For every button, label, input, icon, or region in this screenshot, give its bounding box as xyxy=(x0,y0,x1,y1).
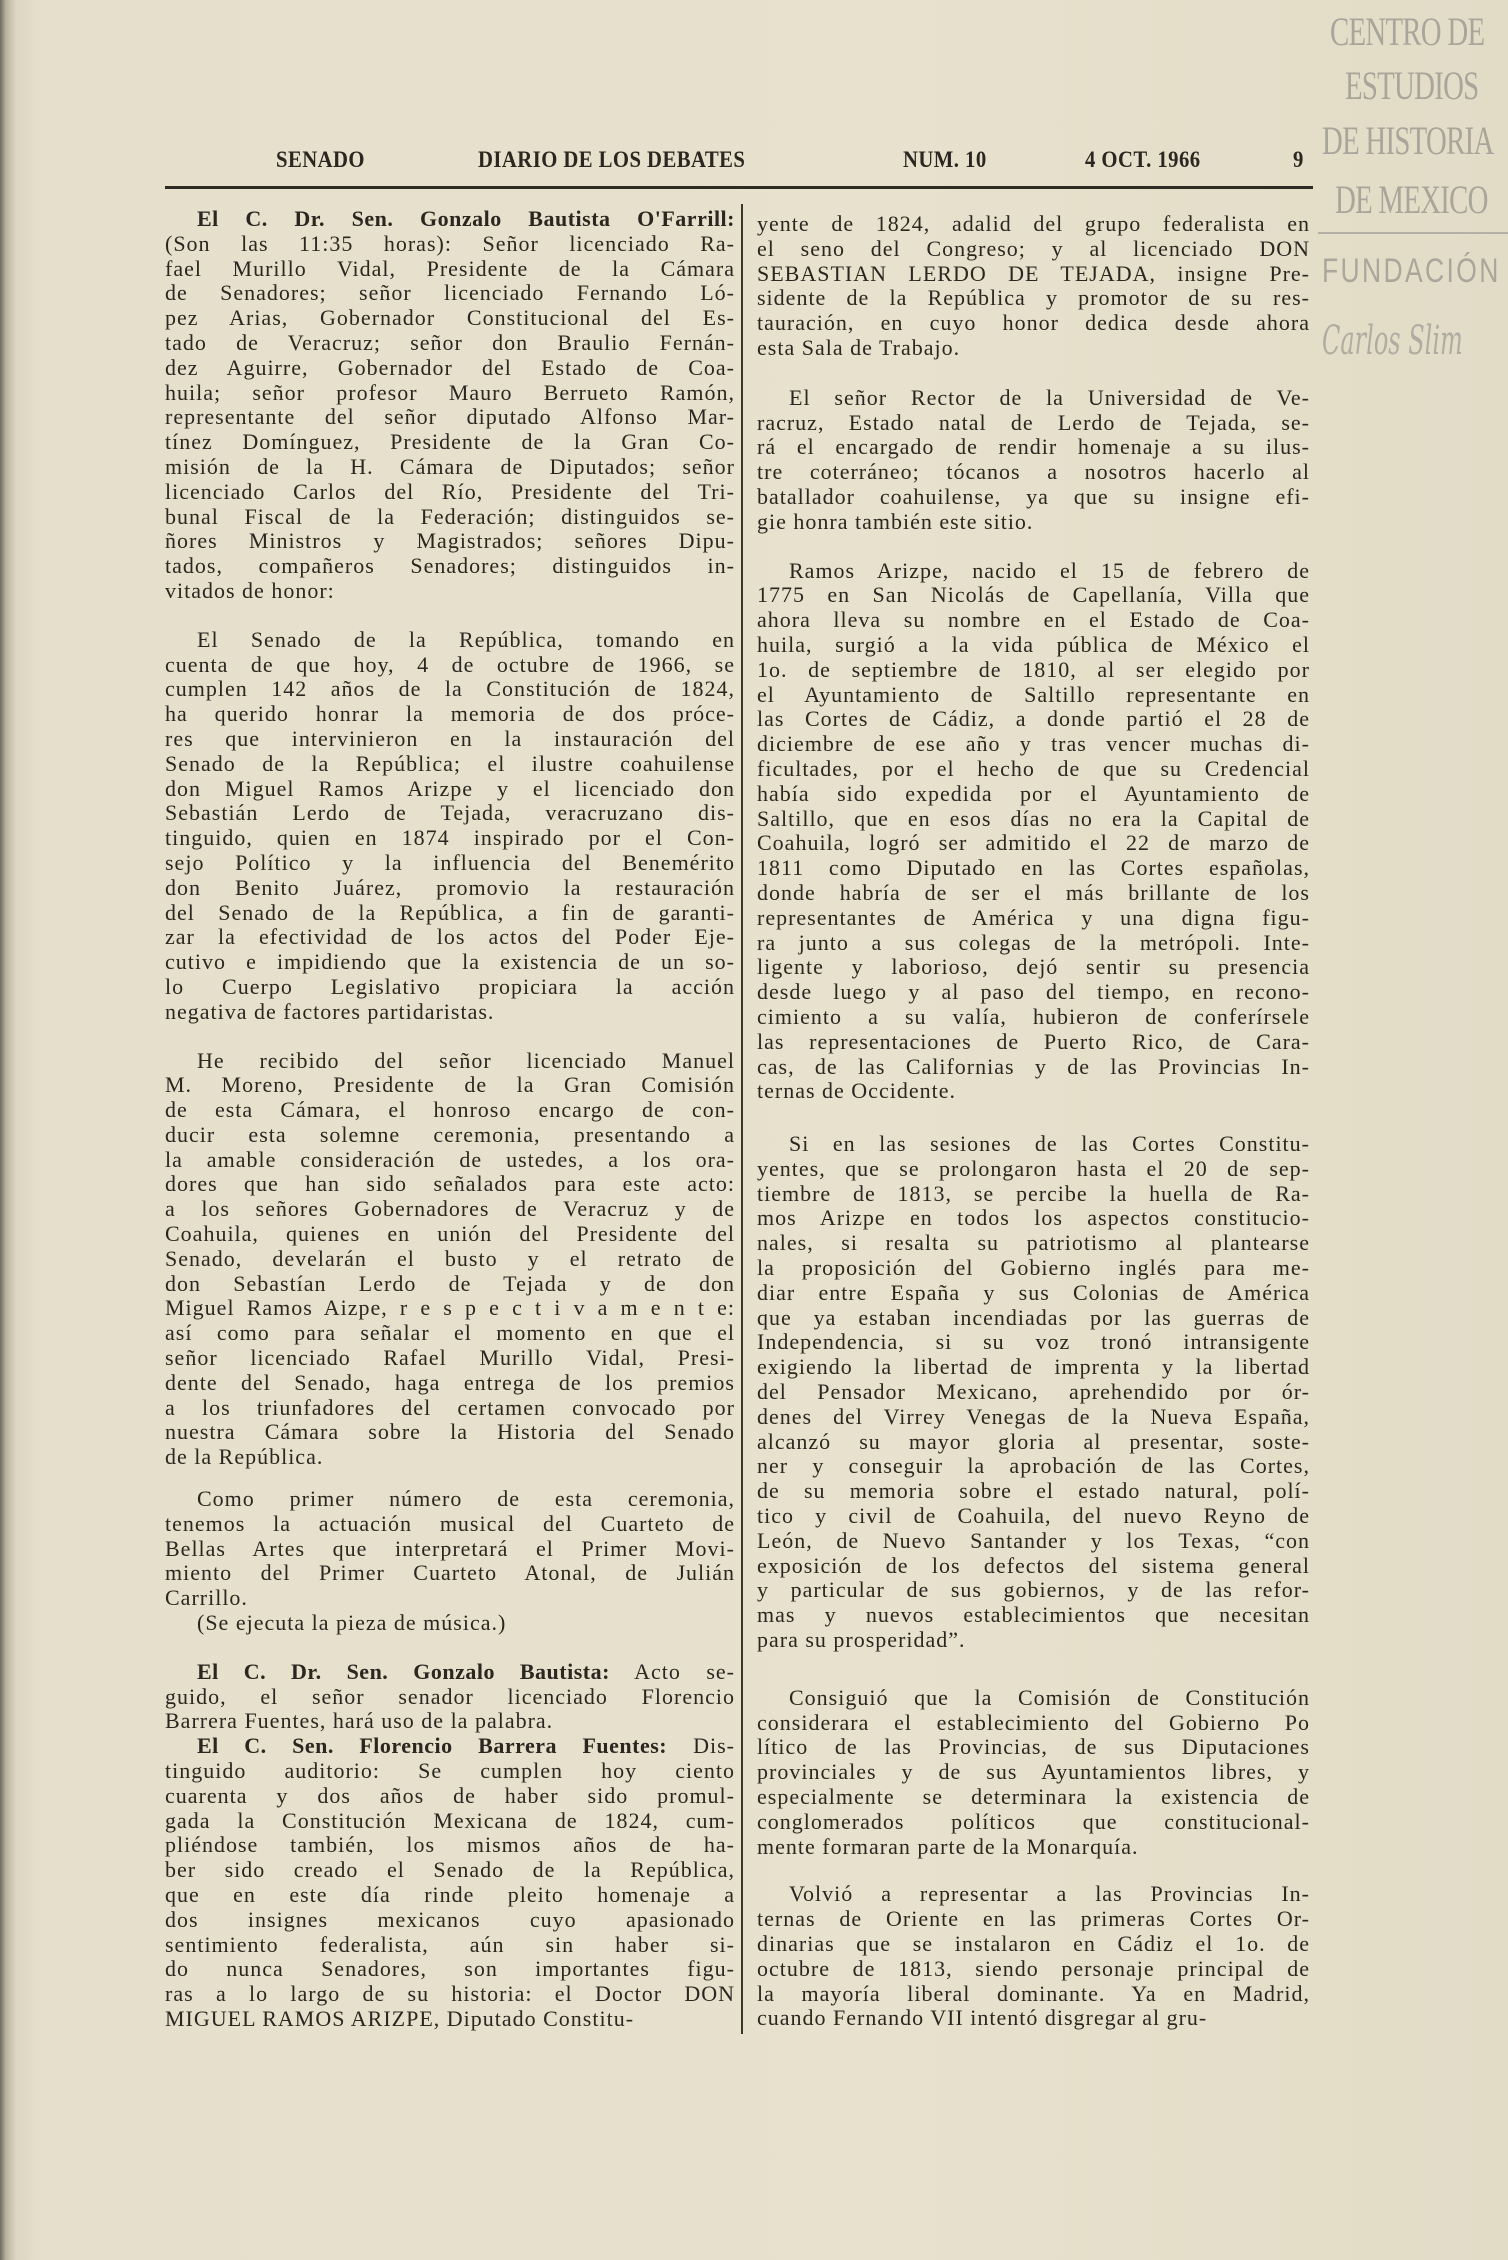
text-line: pliéndose también, los mismos años de ha- xyxy=(165,1832,735,1858)
text-line: cas, de las Californias y de las Provincias In- xyxy=(757,1053,1310,1079)
text-line: donde habría de ser el más brillante de los xyxy=(757,879,1310,905)
text-line: a los señores Gobernadores de Veracruz y de xyxy=(165,1196,735,1222)
text-line: cuando Fernando VII intentó disgregar al gru- xyxy=(757,2005,1208,2031)
watermark-divider xyxy=(1318,232,1508,234)
text-line: Sebastián Lerdo de Tejada, veracruzano dis- xyxy=(165,800,735,826)
text-line: Barrera Fuentes, hará uso de la palabra. xyxy=(165,1708,554,1734)
text-line: ternas de Oriente en las primeras Cortes Or- xyxy=(757,1906,1310,1932)
text-line: dos insignes mexicanos cuyo apasionado xyxy=(165,1906,735,1932)
text-line: Coahuila, logró ser admitido el 22 de marzo de xyxy=(757,830,1310,856)
text-line: tados, compañeros Senadores; distinguidos in- xyxy=(165,553,735,579)
text-line: 1775 en San Nicolás de Capellanía, Villa que xyxy=(757,582,1310,608)
text-line: cutivo e impidiendo que la existencia de un so- xyxy=(165,949,735,975)
text-line: sentimiento federalista, aún sin haber si- xyxy=(165,1931,735,1957)
text-line: do nunca Senadores, son importantes figu- xyxy=(165,1956,735,1982)
text-line: dinarias que se instalaron en Cádiz el 1o. de xyxy=(757,1931,1310,1956)
text-line: alcanzó su mayor gloria al presentar, soste- xyxy=(757,1428,1310,1454)
text-line: que ya estaban incendiadas por las guerras de xyxy=(757,1304,1310,1330)
paragraph xyxy=(757,1686,1310,1860)
text-line: ha querido honrar la memoria de dos próce- xyxy=(165,701,735,727)
text-line: El Senado de la República, tomando en xyxy=(197,626,735,652)
text-line: diar entre España y sus Colonias de América xyxy=(757,1279,1310,1305)
text-line: ra junto a sus colegas de la metrópoli. Inte- xyxy=(757,929,1310,955)
text-line: (Son las 11:35 horas): Señor licenciado Ra- xyxy=(165,230,735,256)
text-line: Saltillo, que en esos días no era la Capital de xyxy=(757,805,1310,831)
text-line: licenciado Carlos del Río, Presidente del Tri- xyxy=(165,478,735,504)
text-line: nuestra Cámara sobre la Historia del Senado xyxy=(165,1419,735,1445)
text-line: León, de Nuevo Santander y los Texas, “con xyxy=(757,1527,1310,1553)
text-line: pez Arias, Gobernador Constitucional del Es- xyxy=(165,305,735,331)
text-line: había sido expedida por el Ayuntamiento de xyxy=(757,780,1310,806)
text-line: tre coterráneo; tócanos a nosotros hacerlo al xyxy=(757,459,1310,485)
text-line: Consiguió que la Comisión de Constitución xyxy=(789,1684,1310,1710)
text-line: representantes de América y una digna figu- xyxy=(757,904,1310,930)
text-line: el Ayuntamiento de Saltillo representante en xyxy=(757,681,1310,707)
text-line: 1811 como Diputado en las Cortes españolas, xyxy=(757,855,1310,881)
text-line: ras a lo largo de su historia: el Doctor DON xyxy=(165,1981,735,2007)
text-line: guido, el señor senador licenciado Florencio xyxy=(165,1683,735,1709)
text-line xyxy=(165,1734,735,1759)
left-column xyxy=(165,207,735,2032)
text-line: racruz, Estado natal de Lerdo de Tejada, se- xyxy=(757,409,1310,435)
text-line: Ramos Arizpe, nacido el 15 de febrero de xyxy=(789,557,1310,583)
text-line: He recibido del señor licenciado Manuel xyxy=(197,1047,735,1073)
text-line: yentes, que se prolongaron hasta el 20 de sep- xyxy=(757,1155,1310,1181)
text-line: tico y civil de Coahuila, del nuevo Reyno de xyxy=(757,1503,1310,1529)
text-line: vitados de honor: xyxy=(165,577,335,603)
text-line: las Cortes de Cádiz, a donde partió el 28 de xyxy=(757,706,1310,732)
text-line: lítico de las Provincias, de sus Diputaciones xyxy=(757,1734,1310,1760)
paragraph xyxy=(757,212,1310,361)
text-line: ternas de Occidente. xyxy=(757,1078,956,1104)
text-line: para su prosperidad”. xyxy=(757,1627,966,1653)
text-line: ducir esta solemne ceremonia, presentando a xyxy=(165,1121,735,1147)
paragraph xyxy=(165,1487,735,1611)
text-line: así como para señalar el momento en que el xyxy=(165,1320,735,1346)
watermark-line: CENTRO DE xyxy=(1330,9,1485,54)
text-line: dores que han sido señalados para este acto: xyxy=(165,1171,735,1197)
text-line: exigiendo la libertad de imprenta y la libertad xyxy=(757,1354,1310,1380)
text-line: 1o. de septiembre de 1810, al ser elegido por xyxy=(757,656,1310,682)
paragraph xyxy=(165,1734,735,2032)
text-line: M. Moreno, Presidente de la Gran Comisión xyxy=(165,1072,735,1098)
text-line xyxy=(165,1660,735,1685)
text-line: gada la Constitución Mexicana de 1824, cum- xyxy=(165,1807,735,1833)
line-text: Dis- xyxy=(693,1733,735,1759)
text-line: Si en las sesiones de las Cortes Constitu- xyxy=(789,1131,1310,1157)
text-line: (Se ejecuta la pieza de música.) xyxy=(197,1610,507,1636)
text-line: MIGUEL RAMOS ARIZPE, Diputado Constitu- xyxy=(165,2005,635,2031)
text-line: conglomerados políticos que constitucional- xyxy=(757,1808,1310,1834)
paragraph xyxy=(165,1049,735,1471)
text-line: Bellas Artes que interpretará el Primer Movi- xyxy=(165,1535,735,1561)
text-line: de Senadores; señor licenciado Fernando Ló- xyxy=(165,280,735,306)
header-section: SENADO xyxy=(276,147,365,172)
text-line: mente formaran parte de la Monarquía. xyxy=(757,1833,1139,1859)
text-line: de esta Cámara, el honroso encargo de con- xyxy=(165,1097,735,1123)
text-line: a los triunfadores del certamen convocado por xyxy=(165,1394,735,1420)
text-line: la amable consideración de ustedes, a los ora- xyxy=(165,1146,735,1172)
text-line: Miguel Ramos Aizpe, r e s p e c t i v a m e n t e: xyxy=(165,1295,735,1321)
paragraph xyxy=(757,1132,1310,1653)
text-line: ñores Ministros y Magistrados; señores Dipu- xyxy=(165,528,735,554)
text-line: negativa de factores partidaristas. xyxy=(165,998,495,1024)
text-line: ligente y laborioso, dejó sentir su presencia xyxy=(757,954,1310,980)
text-line: sidente de la República y promotor de su res- xyxy=(757,285,1310,311)
line-text: Acto se- xyxy=(634,1658,735,1684)
right-column xyxy=(757,207,1310,2031)
text-line: cuenta de que hoy, 4 de octubre de 1966, se xyxy=(165,651,735,677)
text-line: la proposición del Gobierno inglés para me- xyxy=(757,1255,1310,1281)
text-line: miento del Primer Cuarteto Atonal, de Julián xyxy=(165,1560,735,1586)
text-line: rá el encargado de rendir homenaje a su ilus- xyxy=(757,434,1310,460)
text-line: don Benito Juárez, promovio la restauración xyxy=(165,874,735,900)
paragraph xyxy=(165,1611,735,1636)
text-line: del Senado de la República, a fin de garanti- xyxy=(165,899,735,925)
paragraph xyxy=(165,628,735,1025)
header-number: NUM. 10 xyxy=(903,147,987,172)
text-line: huila, surgió a la vida pública de México el xyxy=(757,631,1310,657)
text-line: zar la efectividad de los actos del Poder Eje- xyxy=(165,924,735,950)
text-line: provinciales y de sus Ayuntamientos libres, y xyxy=(757,1759,1310,1785)
text-line: y particular de sus gobiernos, y de las refor- xyxy=(757,1577,1310,1603)
text-line: de su memoria sobre el estado natural, polí- xyxy=(757,1478,1310,1504)
text-line: esta Sala de Trabajo. xyxy=(757,334,961,360)
text-line: ahora lleva su nombre en el Estado de Coa- xyxy=(757,607,1310,633)
text-line: Carrillo. xyxy=(165,1585,248,1611)
text-line: cuarenta y dos años de haber sido promul- xyxy=(165,1782,735,1808)
header-rule xyxy=(165,186,1313,189)
text-line: cumplen 142 años de la Constitución de 1824, xyxy=(165,676,735,702)
watermark-line: DE HISTORIA xyxy=(1322,118,1494,163)
header-date: 4 OCT. 1966 xyxy=(1085,147,1201,172)
text-line: especialmente se determinara la existencia de xyxy=(757,1784,1310,1810)
text-line: tado de Veracruz; señor don Braulio Fernán- xyxy=(165,329,735,355)
text-line: mas y nuevos establecimientos que necesitan xyxy=(757,1602,1310,1628)
text-line: considerara el establecimiento del Gobierno Po xyxy=(757,1709,1310,1735)
text-line: Volvió a representar a las Provincias In- xyxy=(789,1881,1310,1907)
text-line: sejo Político y la influencia del Benemérito xyxy=(165,849,735,875)
text-line: octubre de 1813, siendo personaje principal de xyxy=(757,1955,1310,1981)
text-line: dez Aguirre, Gobernador del Estado de Coa- xyxy=(165,354,735,380)
text-line: Senado, develarán el busto y el retrato de xyxy=(165,1245,735,1271)
speaker-name: El C. Dr. Sen. Gonzalo Bautista O'Farrill: xyxy=(197,206,735,231)
text-line: tenemos la actuación musical del Cuarteto de xyxy=(165,1510,735,1536)
text-line: Senado de la República; el ilustre coahuilense xyxy=(165,750,735,776)
text-line: Coahuila, quienes en unión del Presidente del xyxy=(165,1221,735,1247)
text-line: res que intervinieron en la instauración del xyxy=(165,725,735,751)
text-line: que en este día rinde pleito homenaje a xyxy=(165,1882,735,1907)
text-line: Como primer número de esta ceremonia, xyxy=(197,1486,735,1512)
speaker-line xyxy=(165,207,735,232)
page-number: 9 xyxy=(1293,147,1304,172)
text-line: de la República. xyxy=(165,1444,324,1470)
text-line: desde luego y al paso del tiempo, en recono- xyxy=(757,979,1310,1005)
text-line: tínez Domínguez, Presidente de la Gran Co- xyxy=(165,429,735,455)
text-line: El señor Rector de la Universidad de Ve- xyxy=(789,384,1310,410)
column-divider xyxy=(741,204,743,2034)
watermark-foundation: FUNDACIÓN xyxy=(1322,252,1501,290)
text-line: don Sebastían Lerdo de Tejada y de don xyxy=(165,1270,735,1296)
text-line: SEBASTIAN LERDO DE TEJADA, insigne Pre- xyxy=(757,260,1310,286)
text-line: gie honra también este sitio. xyxy=(757,508,1034,534)
text-line: bunal Fiscal de la Federación; distinguidos se- xyxy=(165,503,735,529)
text-line: diciembre de ese año y tras vencer muchas di- xyxy=(757,731,1310,757)
paragraph xyxy=(165,1660,735,1734)
paragraph xyxy=(757,386,1310,535)
text-line: tiembre de 1813, se percibe la huella de Ra- xyxy=(757,1180,1310,1206)
text-line: ficultades, por el hecho de que su Credencial xyxy=(757,755,1310,781)
text-line: cimiento a su valía, hubieron de conferírsele xyxy=(757,1003,1310,1029)
text-line: la mayoría liberal dominante. Ya en Madrid, xyxy=(757,1980,1310,2006)
text-line: tauración, en cuyo honor dedica desde ahora xyxy=(757,310,1310,336)
text-line: batallador coahuilense, ya que su insigne efi- xyxy=(757,483,1310,509)
watermark-line: ESTUDIOS xyxy=(1345,63,1479,108)
text-line: señor licenciado Rafael Murillo Vidal, Presi- xyxy=(165,1345,735,1371)
paragraph xyxy=(757,559,1310,1105)
text-line: tinguido, quien en 1874 inspirado por el Con- xyxy=(165,825,735,851)
text-line: nales, si resalta su patriotismo al plantearse xyxy=(757,1230,1310,1256)
text-line: fael Murillo Vidal, Presidente de la Cámara xyxy=(165,255,735,281)
speaker-name: El C. Sen. Florencio Barrera Fuentes: xyxy=(197,1733,668,1759)
text-line: denes del Virrey Venegas de la Nueva España, xyxy=(757,1403,1310,1429)
text-line: don Miguel Ramos Arizpe y el licenciado don xyxy=(165,775,735,801)
text-line: ner y conseguir la aprobación de las Cortes, xyxy=(757,1453,1310,1479)
text-line: exposición de los defectos del sistema general xyxy=(757,1552,1310,1578)
text-line: tinguido auditorio: Se cumplen hoy ciento xyxy=(165,1758,735,1784)
text-line: yente de 1824, adalid del grupo federalista en xyxy=(757,211,1310,236)
text-line: representante del señor diputado Alfonso Mar- xyxy=(165,404,735,430)
text-line: misión de la H. Cámara de Diputados; señor xyxy=(165,453,735,479)
speaker-name: El C. Dr. Sen. Gonzalo Bautista: xyxy=(197,1658,610,1684)
paragraph xyxy=(165,207,735,604)
watermark-line: DE MEXICO xyxy=(1335,177,1488,222)
text-line: las representaciones de Puerto Rico, de Cara- xyxy=(757,1028,1310,1054)
text-line: huila; señor profesor Mauro Berrueto Ramón, xyxy=(165,379,735,405)
text-line: ber sido creado el Senado de la República, xyxy=(165,1857,735,1883)
text-line: Independencia, si su voz tronó intransigente xyxy=(757,1329,1310,1355)
header-publication: DIARIO DE LOS DEBATES xyxy=(478,147,746,172)
text-line: del Pensador Mexicano, aprehendido por ór- xyxy=(757,1379,1310,1405)
watermark-signature: Carlos Slim xyxy=(1322,318,1463,364)
paragraph xyxy=(757,1882,1310,2031)
text-line: mos Arizpe en todos los aspectos constitucio- xyxy=(757,1205,1310,1231)
text-line: lo Cuerpo Legislativo propiciara la acción xyxy=(165,973,735,999)
text-line: dente del Senado, haga entrega de los premios xyxy=(165,1369,735,1395)
text-line: el seno del Congreso; y al licenciado DON xyxy=(757,235,1310,261)
